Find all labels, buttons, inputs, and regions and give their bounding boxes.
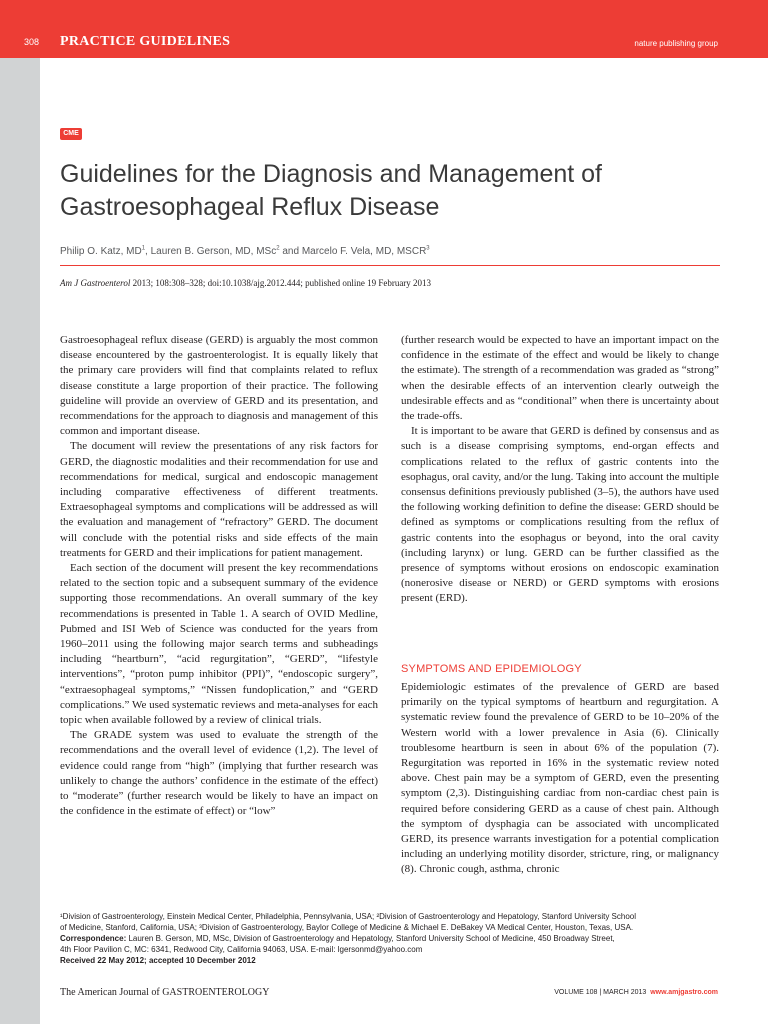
title-line-1: Guidelines for the Diagnosis and Management of [60,160,602,188]
affiliations-line: of Medicine, Stanford, California, USA; ³Division of Gastroenterology, Baylor College of Medicine & Michael E. DeBakey VA Medical Center, Houston, Texas, USA. [60,923,634,932]
body-paragraph: The GRADE system was used to evaluate the strength of the recommendations and the overall level of evidence (1,2). The level of evidence could range from “high” (implying that further research was unlikely to change the authors’ confidence in the estimate of the effect) to “moderate” (further research would be likely to have an impact on the confidence in the estimate of effect) or “low” [60,729,378,818]
title-line-2: Gastroesophageal Reflux Disease [60,193,440,221]
author-list: Philip O. Katz, $MD^1$, Lauren B. Gerson, MD, MSc$^2$ and Marcelo F. Vela, MD, MSCR$^3$ [60,245,430,257]
article-title [60,158,720,224]
body-paragraph: It is important to be aware that GERD is defined by consensus and as such is a disease comprising symptoms, end-organ effects and complications related to the reflux of gastric contents into the esophagus, oral cavity, and/or the lung. Taking into account the multiple consensus definitions previously published (3–5), the authors have used the following working definition to define the disease: GERD should be defined as symptoms or complications resulting from the reflux of gastric contents into the esophagus or beyond, into the oral cavity (including larynx) or lung. GERD can be further classified as the presence of symptoms without erosions on endoscopic examination (nonerosive disease or NERD) or GERD symptoms with erosions present (ERD). [401,425,719,605]
body-paragraph: Epidemiologic estimates of the prevalence of GERD are based primarily on the typical symptoms of heartburn and regurgitation. A systematic review found the prevalence of GERD to be 10–20% of the Western world with a lower prevalence in Asia (6). Clinically troublesome heartburn is seen in about 6% of the population (7). Regurgitation was reported in 16% in the systematic review noted above. Chest pain may be a symptom of GERD, even the presenting symptom (2,3). Distinguishing cardiac from non-cardiac chest pain is required before considering GERD as a cause of chest pain. Although the symptom of dysphagia can be associated with uncomplicated GERD, its presence warrants investigation for a potential complication including an underlying motility disorder, stricture, ring, or malignancy (8). Chronic cough, asthma, chronic [401,681,719,876]
title-divider [60,265,720,266]
body-paragraph: Each section of the document will present the key recommendations related to the section topic and a subsequent summary of the evidence supporting those recommendations. An overall summary of the key recommendations is presented in Table 1. A search of OVID Medline, Pubmed and ISI Web of Science was conducted for the years from 1960–2011 using the following major search terms and subheadings including “heartburn”, “acid regurgitation”, “GERD”, “lifestyle interventions”, “proton pump inhibitor (PPI)”, “endoscopic surgery”, “extraesophageal symptoms,” “Nissen fundoplication,” and “GERD complications.” We used systematic reviews and meta-analyses for each topic when available followed by a review of clinical trials. [60,562,378,727]
header-bar [0,0,768,58]
cme-badge: CME [60,128,82,140]
author-name: Marcelo F. Vela, MD, MSCR [301,246,427,257]
section-label: PRACTICE GUIDELINES [60,34,231,49]
author-affiliation-mark: 3 [426,245,430,252]
section-body [401,680,719,878]
section-heading: SYMPTOMS AND EPIDEMIOLOGY [401,663,582,675]
journal-main-title: GASTROENTEROLOGY [162,987,270,998]
correspondence-label: Correspondence: [60,934,127,943]
issue-volume: VOLUME 108 | MARCH 2013 [554,989,647,996]
body-paragraph: (further research would be expected to have an important impact on the confidence in the estimate of the effect and would be likely to change the estimate). The strength of a recommendation was graded as “strong” when the desirable effects of an intervention clearly outweigh the undesirable effects and as “conditional” when there is uncertainty about the trade-offs. [401,334,719,423]
author-name: Lauren B. Gerson, MD, MSc [150,246,277,257]
body-column-left [60,333,378,820]
affiliations-line: ¹Division of Gastroenterology, Einstein Medical Center, Philadelphia, Pennsylvania, USA; ²Division of Gastroenterology and Hepatology, Stanford University School [60,912,636,921]
correspondence-address: 4th Floor Pavilion C, MC: 6341, Redwood City, California 94063, USA. E-mail: lgersonmd@yahoo.com [60,945,423,954]
correspondence-line [60,933,725,944]
author-name: Philip O. Katz, MD [60,246,142,257]
journal-url[interactable]: www.amjgastro.com [650,989,718,996]
footnotes [60,911,725,966]
correspondence-text: Lauren B. Gerson, MD, MSc, Division of Gastroenterology and Hepatology, Stanford University School of Medicine, 450 Broadway Street, [126,934,615,943]
author-affiliation-mark: 2 [276,245,280,252]
page-number: 308 [24,37,40,47]
citation-line [60,278,431,288]
received-date: Received 22 May 2012; accepted 10 December 2012 [60,956,256,965]
publisher-name: nature publishing group [634,39,718,48]
body-column-right [401,333,719,607]
citation-journal: Am J Gastroenterol [60,278,131,288]
issue-info [554,989,718,996]
journal-prefix: The American Journal [60,987,149,998]
page-margin-bar [0,0,40,1024]
journal-name: The American Journal of GASTROENTEROLOGY [60,987,270,998]
body-paragraph: Gastroesophageal reflux disease (GERD) is arguably the most common disease encountered by the gastroenterologist. It is equally likely that the primary care providers will find that complaints related to reflux disease constitute a large proportion of their practice. The following guideline will provide an overview of GERD and its presentation, and recommendations for the approach to diagnosis and management of this common and important disease. [60,334,378,438]
citation-details: 2013; 108:308–328; doi:10.1038/ajg.2012.444; published online 19 February 2013 [130,278,432,288]
author-affiliation-mark: 1 [141,245,146,252]
body-paragraph: The document will review the presentations of any risk factors for GERD, the diagnostic modalities and their recommendation for use and recommendations for medical, surgical and endoscopic management including comparative effectiveness of different treatments. Extraesophageal symptoms and complications will be addressed as will the evaluation and management of “refractory” GERD. The document will conclude with the potential risks and side effects of the main treatments for GERD and their implications for patient management. [60,440,378,559]
